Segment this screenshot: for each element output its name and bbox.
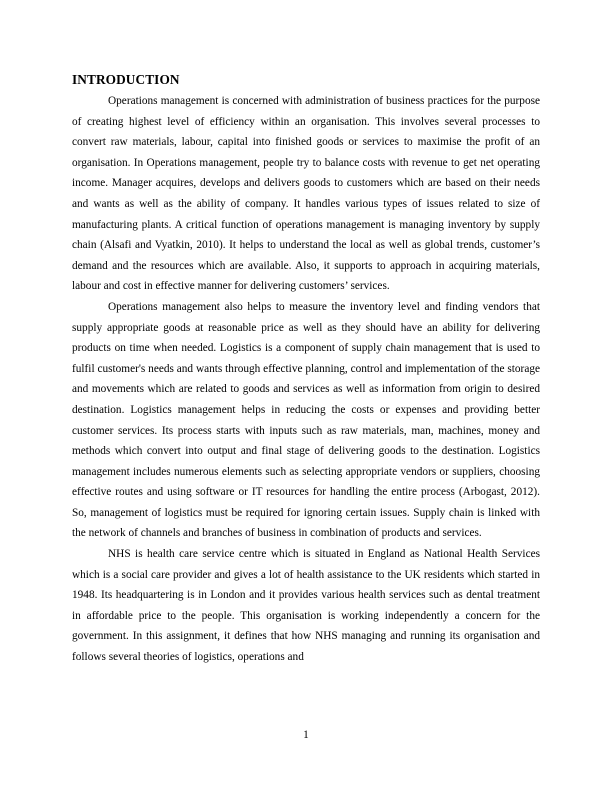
page-content [72,70,540,668]
section-heading: INTRODUCTION [72,72,180,87]
page-number: 1 [303,729,309,741]
paragraph-nhs: NHS is health care service centre which is situated in England as National Health Services which is a social care provider and gives a lot of health assistance to the UK residents which started in 1948. Its headquartering is in London and it provides various health services such as dental treatment in affordable price to the people. This organisation is working independently a concern for the government. In this assignment, it defines that how NHS managing and running its organisation and follows several theories of logistics, operations and [72,548,540,664]
paragraph-operations-management: Operations management is concerned with administration of business practices for the purpose of creating highest level of efficiency within an organisation. This involves several processes to convert raw materials, labour, capital into finished goods or services to maximise the profit of an organisation. In Operations management, people try to balance costs with revenue to get net operating income. Manager acquires, develops and delivers goods to customers which are based on their needs and wants as well as the ability of company. It handles various types of issues related to size of manufacturing plants. A critical function of operations management is managing inventory by supply chain (Alsafi and Vyatkin, 2010). It helps to understand the local as well as global trends, customer’s demand and the resources which are available. Also, it supports to approach in acquiring materials, labour and cost in effective manner for delivering customers’ services. [72,95,540,293]
paragraph-logistics: Operations management also helps to measure the inventory level and finding vendors that supply appropriate goods at reasonable price as well as they should have an ability for delivering products on time when needed. Logistics is a component of supply chain management that is used to fulfil customer's needs and wants through effective planning, control and implementation of the storage and movements which are related to goods and services as well as information from origin to desired destination. Logistics management helps in reducing the costs or expenses and providing better customer services. Its process starts with inputs such as raw materials, man, machines, money and methods which convert into output and final stage of delivering goods to the destination. Logistics management includes numerous elements such as selecting appropriate vendors or suppliers, choosing effective routes and using software or IT resources for handling the entire process (Arbogast, 2012). So, management of logistics must be required for ignoring certain issues. Supply chain is linked with the network of channels and branches of business in combination of products and services. [72,300,540,540]
